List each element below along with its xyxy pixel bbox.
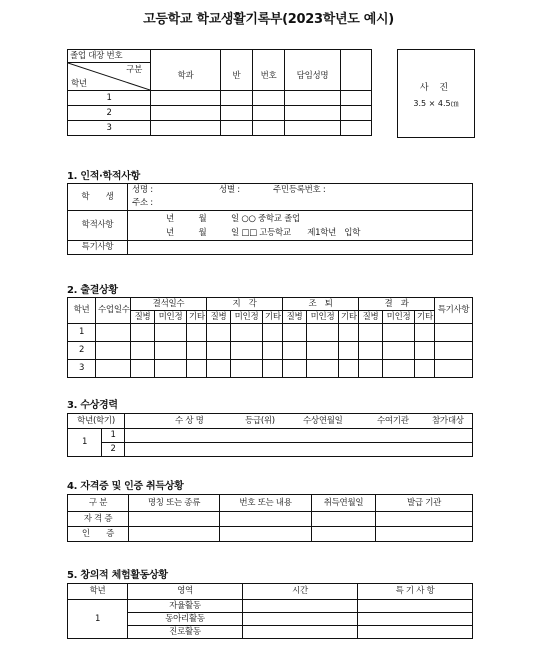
name-label: 성명 : — [132, 185, 153, 195]
att-days-header: 수업일수 — [96, 298, 131, 324]
sub-illness: 질병 — [207, 311, 231, 324]
awards-col-target: 참가대상 — [432, 415, 464, 426]
cert-col-number: 번호 또는 내용 — [220, 495, 312, 512]
cert-row-license: 자 격 증 — [68, 512, 129, 527]
diag-top-label: 구분 — [126, 65, 142, 75]
attendance-table — [67, 297, 473, 378]
sub-illness: 질병 — [283, 311, 307, 324]
awards-grade: 1 — [68, 429, 102, 457]
grad-row-label: 1 — [68, 91, 151, 106]
grad-header: 졸업 대장 번호 — [68, 50, 151, 63]
rrn-label: 주민등록번호 : — [273, 185, 326, 195]
act-col-note: 특 기 사 항 — [358, 584, 473, 600]
act-area-career: 진로활동 — [128, 626, 243, 639]
special-label: 특기사항 — [68, 241, 128, 255]
sub-other: 기타 — [187, 311, 207, 324]
photo-size: 3.5 × 4.5㎝ — [413, 99, 459, 108]
col-dept: 학과 — [151, 63, 221, 91]
record-line-2: 년 월 일 □□ 고등학교 제1학년 입학 — [166, 227, 361, 238]
act-col-time: 시간 — [243, 584, 358, 600]
att-grade-header: 학년 — [68, 298, 96, 324]
act-grade: 1 — [68, 600, 128, 639]
grad-diag-cell — [68, 63, 151, 91]
photo-box — [397, 49, 475, 138]
act-col-area: 영역 — [128, 584, 243, 600]
student-label: 학 생 — [68, 184, 128, 211]
address-label: 주소 : — [132, 198, 153, 208]
section-3-title: 3. 수상경력 — [67, 400, 118, 411]
graduation-table — [67, 49, 372, 136]
att-group-missed: 결 과 — [359, 298, 435, 311]
awards-semester: 1 — [102, 429, 125, 443]
grad-row-label: 2 — [68, 106, 151, 121]
awards-col-grade: 등급(위) — [245, 415, 275, 426]
att-row-grade: 1 — [68, 324, 96, 342]
awards-col-org: 수여기관 — [377, 415, 409, 426]
sub-unauthorized: 미인정 — [155, 311, 187, 324]
sub-illness: 질병 — [359, 311, 383, 324]
section-1-title: 1. 인적·학적사항 — [67, 171, 140, 182]
sub-unauthorized: 미인정 — [383, 311, 415, 324]
grad-row-label: 3 — [68, 121, 151, 136]
gender-label: 성별 : — [219, 185, 240, 195]
section-4-title: 4. 자격증 및 인증 취득상황 — [67, 481, 184, 492]
sub-unauthorized: 미인정 — [307, 311, 339, 324]
awards-table — [67, 413, 473, 457]
sub-unauthorized: 미인정 — [231, 311, 263, 324]
sub-illness: 질병 — [131, 311, 155, 324]
sub-other: 기타 — [339, 311, 359, 324]
att-group-late: 지 각 — [207, 298, 283, 311]
awards-term-header: 학년(학기) — [68, 414, 125, 429]
act-area-autonomy: 자율활동 — [128, 600, 243, 613]
activity-table — [67, 583, 473, 639]
page-title: 고등학교 학교생활기록부(2023학년도 예시) — [143, 12, 394, 27]
diag-bottom-label: 학년 — [71, 78, 87, 89]
certificate-table — [67, 494, 473, 542]
awards-col-name: 수 상 명 — [175, 415, 204, 426]
personal-table — [67, 183, 473, 255]
att-row-grade: 2 — [68, 342, 96, 360]
att-group-absence: 결석일수 — [131, 298, 207, 311]
cert-col-type: 구 분 — [68, 495, 129, 512]
cert-col-issuer: 발급 기관 — [376, 495, 473, 512]
photo-label: 사 진 — [419, 83, 453, 93]
cert-col-name: 명칭 또는 종류 — [129, 495, 220, 512]
att-group-early: 조 퇴 — [283, 298, 359, 311]
sub-other: 기타 — [415, 311, 435, 324]
col-number: 번호 — [253, 63, 285, 91]
record-label: 학적사항 — [68, 211, 128, 241]
cert-col-date: 취득연월일 — [312, 495, 376, 512]
col-class: 반 — [221, 63, 253, 91]
awards-col-date: 수상연월일 — [303, 415, 343, 426]
record-line-1: 년 월 일 ○○ 중학교 졸업 — [166, 213, 300, 224]
att-note-header: 특기사항 — [435, 298, 473, 324]
section-2-title: 2. 출결상황 — [67, 285, 118, 296]
act-col-grade: 학년 — [68, 584, 128, 600]
awards-semester: 2 — [102, 443, 125, 457]
section-5-title: 5. 창의적 체험활동상황 — [67, 570, 168, 581]
act-area-club: 동아리활동 — [128, 613, 243, 626]
col-teacher: 담임성명 — [285, 63, 341, 91]
att-row-grade: 3 — [68, 360, 96, 378]
sub-other: 기타 — [263, 311, 283, 324]
cert-row-certification: 인 증 — [68, 527, 129, 542]
